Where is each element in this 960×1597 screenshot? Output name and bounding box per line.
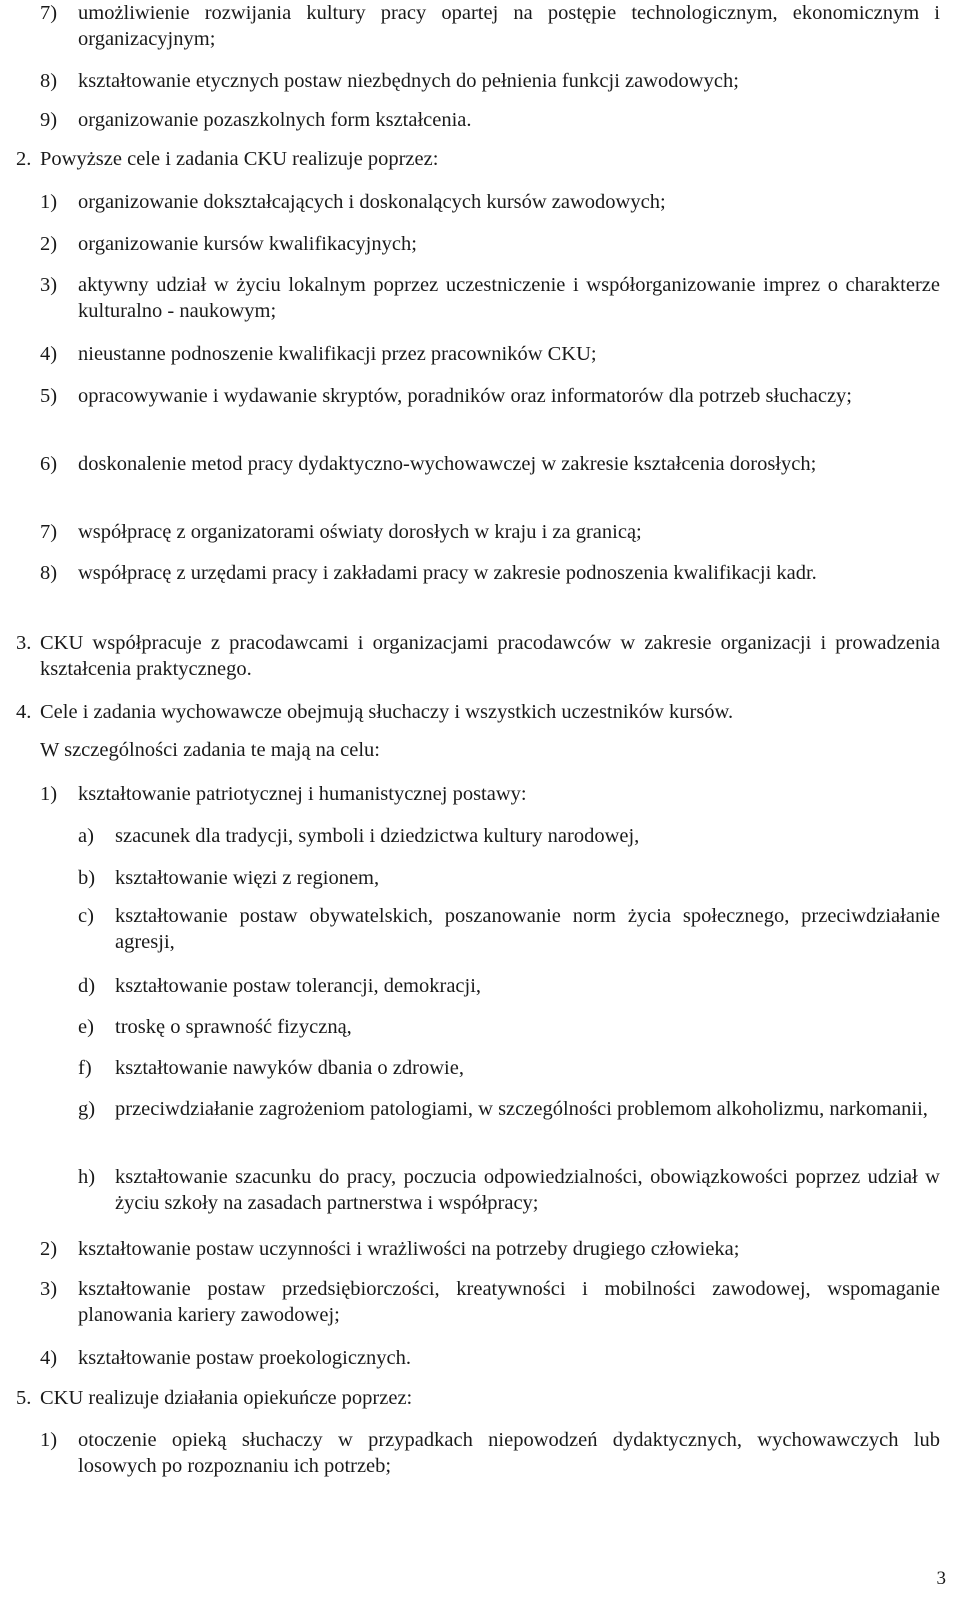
list-item-number: 1) [40,191,58,213]
sub-list-item-letter: b) [78,867,96,889]
list-item-text: aktywny udział w życiu lokalnym poprzez uczestniczenie i współorganizowanie imprez o charakterze kulturalno - naukowym; [78,274,940,322]
list-item-number: 3) [40,274,58,296]
list-item-text: otoczenie opieką słuchaczy w przypadkach niepowodzeń dydaktycznych, wychowawczych lub losowych po rozpoznaniu ich potrzeb; [78,1429,940,1477]
list-item-number: 1) [40,1429,58,1451]
list-item-text: współpracę z organizatorami oświaty dorosłych w kraju i za granicą; [78,521,642,543]
list-item-number: 7) [40,2,58,24]
list-item-text: kształtowanie patriotycznej i humanistycznej postawy: [78,783,527,805]
list-item-number: 2) [40,233,58,255]
section-number: 2. [16,148,32,170]
list-item-number: 2) [40,1238,58,1260]
list-item-number: 4) [40,1347,58,1369]
sub-list-item-text: troskę o sprawność fizyczną, [115,1016,352,1038]
list-item-text: kształtowanie postaw uczynności i wrażliwości na potrzeby drugiego człowieka; [78,1238,740,1260]
list-item-number: 1) [40,783,58,805]
section-intro: W szczególności zadania te mają na celu: [40,739,380,761]
list-item [40,0,940,52]
sub-list-item-text: kształtowanie nawyków dbania o zdrowie, [115,1057,464,1079]
list-item-text: kształtowanie postaw przedsiębiorczości, kreatywności i mobilności zawodowej, wspomaganie planowania kariery zawodowej; [78,1278,940,1326]
sub-list-item-letter: f) [78,1057,92,1079]
sub-list-item-text: kształtowanie postaw tolerancji, demokracji, [115,975,482,997]
sub-list-item-text: kształtowanie więzi z regionem, [115,867,380,889]
section-text: Powyższe cele i zadania CKU realizuje poprzez: [40,148,439,170]
sub-list-item-letter: e) [78,1016,94,1038]
list-item-text: opracowywanie i wydawanie skryptów, poradników oraz informatorów dla potrzeb słuchaczy; [78,385,852,407]
list-item-number: 6) [40,453,58,475]
list-item-text: współpracę z urzędami pracy i zakładami pracy w zakresie podnoszenia kwalifikacji kadr. [78,562,817,584]
sub-list-item-text: kształtowanie szacunku do pracy, poczucia odpowiedzialności, obowiązkowości poprzez udział w życiu szkoły na zasadach partnerstwa i współpracy; [115,1166,940,1214]
sub-list-item-letter: h) [78,1166,96,1188]
sub-list-item-letter: d) [78,975,96,997]
list-item-number: 4) [40,343,58,365]
list-item-text: umożliwienie rozwijania kultury pracy opartej na postępie technologicznym, ekonomicznym i organizacyjnym; [78,2,940,50]
list-item-text: kształtowanie etycznych postaw niezbędnych do pełnienia funkcji zawodowych; [78,70,739,92]
sub-list-item-letter: a) [78,825,94,847]
list-item-text: kształtowanie postaw proekologicznych. [78,1347,412,1369]
list-item-text: organizowanie kursów kwalifikacyjnych; [78,233,417,255]
section-text: Cele i zadania wychowawcze obejmują słuchaczy i wszystkich uczestników kursów. [40,701,734,723]
list-item-text: nieustanne podnoszenie kwalifikacji przez pracowników CKU; [78,343,597,365]
section-text: CKU realizuje działania opiekuńcze poprzez: [40,1387,413,1409]
section-number: 4. [16,701,32,723]
sub-list-item-letter: c) [78,905,94,927]
list-item-number: 5) [40,385,58,407]
list-item-text: organizowanie pozaszkolnych form kształcenia. [78,109,472,131]
sub-list-item-text: kształtowanie postaw obywatelskich, poszanowanie norm życia społecznego, przeciwdziałanie agresji, [115,905,940,953]
sub-list-item-letter: g) [78,1098,96,1120]
list-item-number: 9) [40,109,58,131]
page-number: 3 [936,1568,946,1589]
list-item-number: 8) [40,70,58,92]
list-item-number: 8) [40,562,58,584]
sub-list-item-text: przeciwdziałanie zagrożeniom patologiami, w szczególności problemom alkoholizmu, narkomanii, [115,1098,928,1120]
section-text: CKU współpracuje z pracodawcami i organizacjami pracodawców w zakresie organizacji i prowadzenia kształcenia praktycznego. [40,632,940,680]
sub-list-item-text: szacunek dla tradycji, symboli i dziedzictwa kultury narodowej, [115,825,640,847]
list-item-number: 3) [40,1278,58,1300]
section-number: 3. [16,632,32,654]
list-item-number: 7) [40,521,58,543]
section-number: 5. [16,1387,32,1409]
list-item-text: organizowanie dokształcających i doskonalących kursów zawodowych; [78,191,666,213]
list-item-text: doskonalenie metod pracy dydaktyczno-wychowawczej w zakresie kształcenia dorosłych; [78,453,817,475]
